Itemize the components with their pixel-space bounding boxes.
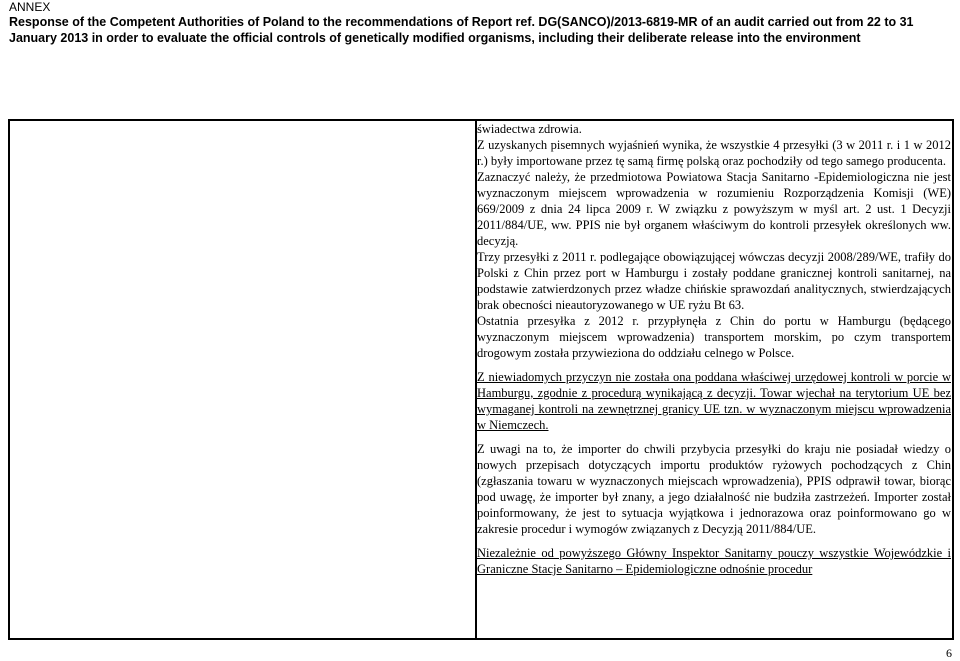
response-text-column	[477, 121, 951, 577]
paragraph-written-explanations: Z uzyskanych pisemnych wyjaśnień wynika, że wszystkie 4 przesyłki (3 w 2011 r. i 1 w 2012 r.) były importowane przez tę samą firmę polską oraz pochodziły od tego samego producenta.	[477, 138, 951, 168]
page-number: 6	[946, 646, 952, 660]
header-line-2: January 2013 in order to evaluate the official controls of genetically modified organisms, including their deliberate release into the environment	[9, 31, 861, 45]
paragraph-hamburg-control: Z niewiadomych przyczyn nie została ona poddana właściwej urzędowej kontroli w porcie w Hamburgu, zgodnie z procedurą wynikającą z decyzji. Towar wjechał na terytorium UE bez wymaganej kontroli na zewnętrznej granicy UE tzn. w wyznaczonym miejscu wprowadzenia w Niemczech.	[477, 370, 951, 432]
paragraph-chief-inspector: Niezależnie od powyższego Główny Inspektor Sanitarny pouczy wszystkie Wojewódzkie i Graniczne Stacje Sanitarno – Epidemiologiczne odnośnie procedur	[477, 546, 951, 576]
header-line-1: Response of the Competent Authorities of Poland to the recommendations of Report ref. DG(SANCO)/2013-6819-MR of an audit carried out from 22 to 31	[9, 15, 914, 29]
paragraph-station-note: Zaznaczyć należy, że przedmiotowa Powiatowa Stacja Sanitarno -Epidemiologiczna nie jest wyznaczonym miejscem wprowadzenia w rozumieniu Rozporządzenia Komisji (WE) 669/2009 z dnia 24 lipca 2009 r. W związku z powyższym w myśl art. 2 ust. 1 Decyzji 2011/884/UE, ww. PPIS nie był organem właściwym do kontroli przesyłek określonych ww. decyzją.	[477, 170, 951, 248]
document-header	[9, 14, 954, 46]
annex-label: ANNEX	[9, 0, 51, 14]
paragraph-importer-knowledge: Z uwagi na to, że importer do chwili przybycia przesyłki do kraju nie posiadał wiedzy o nowych przepisach dotyczących importu produktów ryżowych pochodzących z Chin (zgłaszania towaru w wyznaczonych miejscach wprowadzenia), PPIS odprawił towar, biorąc pod uwagę, że importer był znany, a jego działalność nie budziła zastrzeżeń. Importer został poinformowany, że jest to sytuacja wyjątkowa i jednorazowa oraz poinformowano go w zakresie procedur i wymogów związanych z Decyzją 2011/884/UE.	[477, 442, 951, 536]
paragraph-health-certificate: świadectwa zdrowia.	[477, 122, 582, 136]
paragraph-2011-shipments: Trzy przesyłki z 2011 r. podlegające obowiązującej wówczas decyzji 2008/289/WE, trafiły do Polski z Chin przez port w Hamburgu i zostały poddane granicznej kontroli sanitarnej, na podstawie zatwierdzonych przez władze chińskie sprawozdań analitycznych, stwierdzających brak obecności nieautoryzowanego w UE ryżu Bt 63.	[477, 250, 951, 312]
paragraph-2012-shipment: Ostatnia przesyłka z 2012 r. przypłynęła z Chin do portu w Hamburgu (będącego wyznaczonym miejscem wprowadzenia) transportem morskim, po czym transportem drogowym została przywieziona do oddziału celnego w Polsce.	[477, 314, 951, 360]
